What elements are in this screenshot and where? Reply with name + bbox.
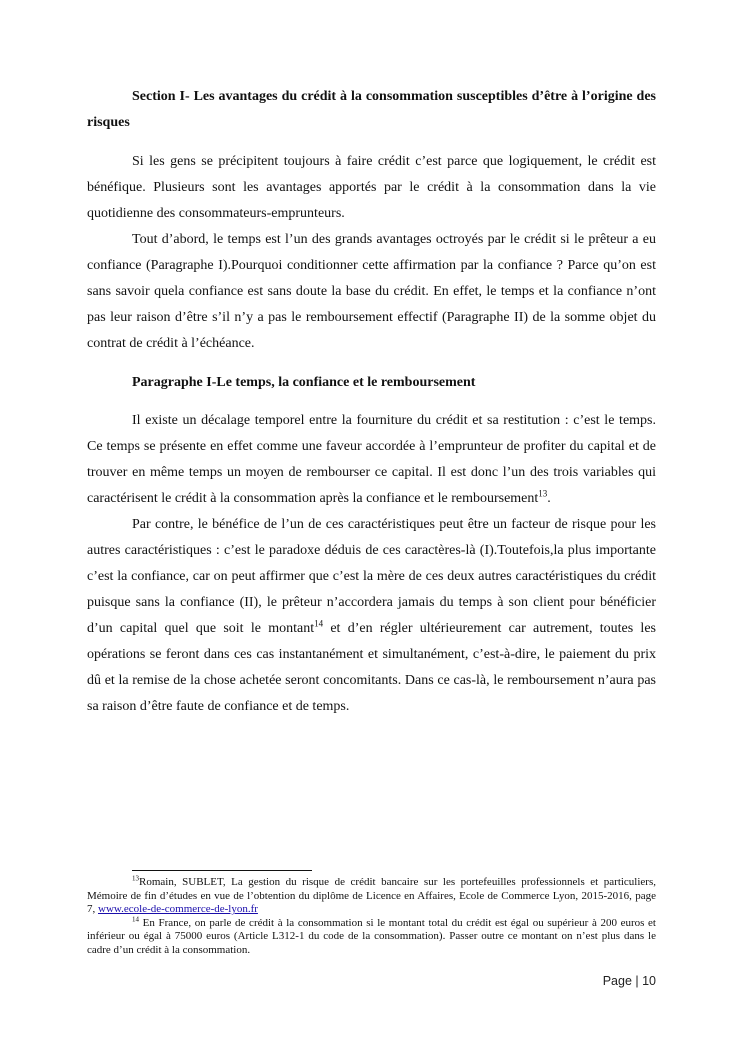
body-paragraph-2 xyxy=(87,512,656,720)
footnote-13 xyxy=(87,876,656,917)
footnotes xyxy=(87,876,656,958)
footnote-ref-13[interactable]: 13 xyxy=(538,488,548,499)
footnote-ref-14[interactable]: 14 xyxy=(314,618,324,629)
body-paragraph-2-text-b: et d’en régler ultérieurement car autrement, toutes les opérations se feront dans ces cas instantanément et simultanément, c’est-à-dire, le paiement du prix dû et la remise de la chose achetée seront concomitants. Dans ce cas-là, le remboursement n’aura pas sa raison d’être faute de confiance et de temps. xyxy=(87,621,656,714)
footnote-14-number: 14 xyxy=(132,915,139,924)
intro-paragraph-1: Si les gens se précipitent toujours à faire crédit c’est parce que logiquement, le crédit est bénéfique. Plusieurs sont les avantages apportés par le crédit à la consommation dans la vie quotidienne des consommateurs-emprunteurs. xyxy=(87,154,656,221)
footnote-divider xyxy=(132,870,312,871)
paragraph-heading: Paragraphe I-Le temps, la confiance et le remboursement xyxy=(132,375,476,390)
paragraph-body xyxy=(87,408,656,720)
footnote-13-link[interactable]: www.ecole-de-commerce-de-lyon.fr xyxy=(98,903,258,916)
body-paragraph-1-text: Il existe un décalage temporel entre la fourniture du crédit et sa restitution : c’est le temps. Ce temps se présente en effet comme une faveur accordée à l’emprunteur de profiter du capital et de trouver en même temps un moyen de rembourser ce capital. Il est donc l’un des trois variables qui caractérisent le crédit à la consommation après la confiance et le remboursement xyxy=(87,413,656,506)
body-paragraph-1-end: . xyxy=(547,491,551,506)
footnote-13-text: Romain, SUBLET, La gestion du risque de crédit bancaire sur les portefeuilles professionnels et particuliers, Mémoire de fin d’études en vue de l’obtention du diplôme de Licence en Affaires, Ecole de Commerce Lyon, 2015-2016, page 7, xyxy=(87,876,656,916)
footnote-14-text: En France, on parle de crédit à la consommation si le montant total du crédit est égal ou supérieur à 200 euros et inférieur ou égal à 75000 euros (Article L312-1 du code de la consommation). Passer outre ce montant on n’est plus dans le cadre d’un crédit à la consommation. xyxy=(87,916,656,956)
body-paragraph-2-text-a: Par contre, le bénéfice de l’un de ces caractéristiques peut être un facteur de risque pour les autres caractéristiques : c’est le paradoxe déduis de ces caractères-là (I).Toutefois,la plus importante c’est la confiance, car on peut affirmer que c’est la mère de ces deux autres caractéristiques du crédit puisque sans la confiance (II), le prêteur n’accordera jamais du temps à son client pour bénéficier d’un capital quel que soit le montant xyxy=(87,517,656,636)
footnote-13-number: 13 xyxy=(132,874,139,883)
body-paragraph-1 xyxy=(87,408,656,512)
intro-block xyxy=(87,149,656,357)
intro-paragraph-2: Tout d’abord, le temps est l’un des grands avantages octroyés par le crédit si le prêteur a eu confiance (Paragraphe I).Pourquoi conditionner cette affirmation par la confiance ? Parce qu’on est sans savoir quela confiance est sans doute la base du crédit. En effet, le temps et la confiance n’ont pas leur raison d’être s’il n’y a pas le remboursement effectif (Paragraphe II) de la somme objet du contrat de crédit à l’échéance. xyxy=(87,232,656,351)
footnote-14 xyxy=(87,917,656,958)
page-number: Page | 10 xyxy=(602,974,656,988)
section-title: Section I- Les avantages du crédit à la consommation susceptibles d’être à l’origine des risques xyxy=(87,89,656,130)
